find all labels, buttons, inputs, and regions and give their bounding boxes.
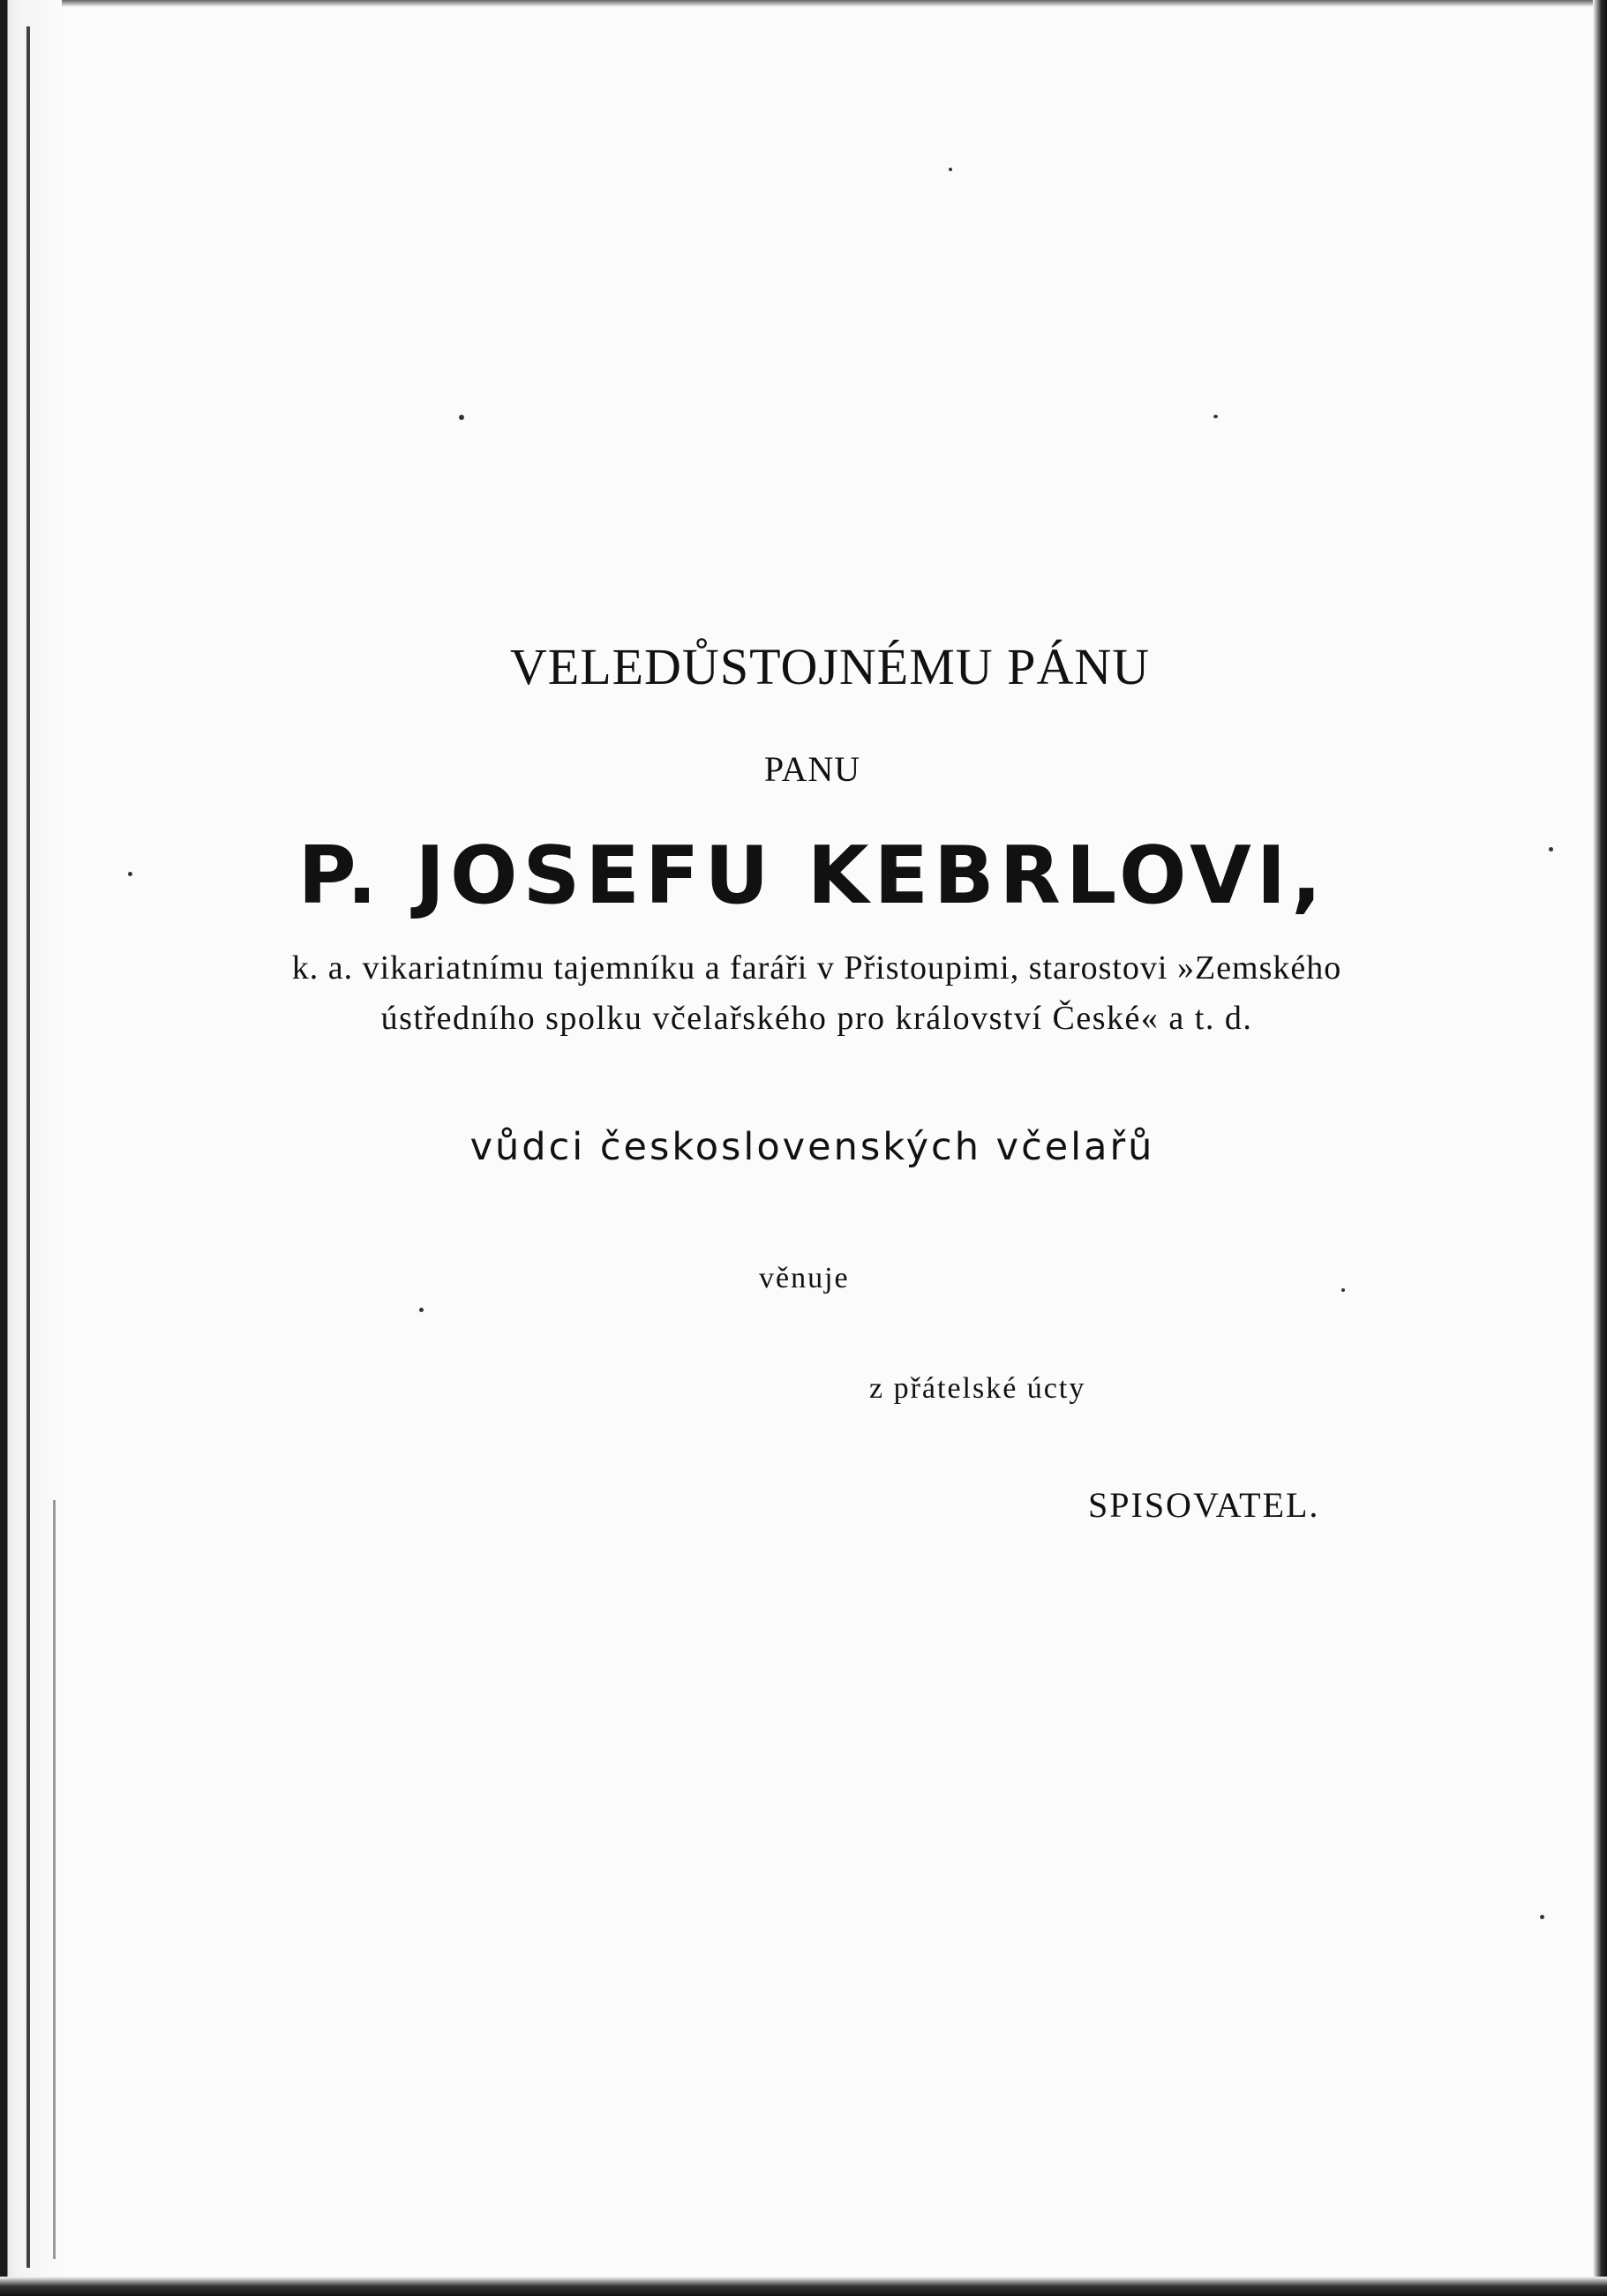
dedication-honorific: VELEDŮSTOJNÉMU PÁNU <box>509 638 1151 695</box>
binding-crease <box>53 1500 56 2259</box>
dedicatee-name: P. JOSEFU KEBRLOVI, <box>297 829 1327 922</box>
page-bottom-edge <box>0 2277 1607 2296</box>
scan-speck <box>1540 1915 1544 1919</box>
dedication-venuje: věnuje <box>759 1262 850 1294</box>
dedicatee-title-line: vůdci československých včelařů <box>469 1125 1155 1169</box>
dedication-respect-line: z přátelské úcty <box>869 1372 1086 1405</box>
scan-speck <box>949 168 952 171</box>
scan-speck <box>1213 415 1218 418</box>
dedication-panu: PANU <box>763 749 861 789</box>
dedication-signature: SPISOVATEL. <box>1088 1485 1320 1525</box>
dedicatee-description-line1: k. a. vikariatnímu tajemníku a faráři v Přistoupimi, starostovi »Zemského <box>291 949 1342 987</box>
page-top-edge <box>0 0 1607 7</box>
scan-speck <box>1341 1288 1345 1292</box>
dedicatee-description-line2: ústředního spolku včelařského pro království České« a t. d. <box>380 1000 1253 1037</box>
scan-speck <box>459 415 464 420</box>
scan-speck <box>419 1308 424 1312</box>
